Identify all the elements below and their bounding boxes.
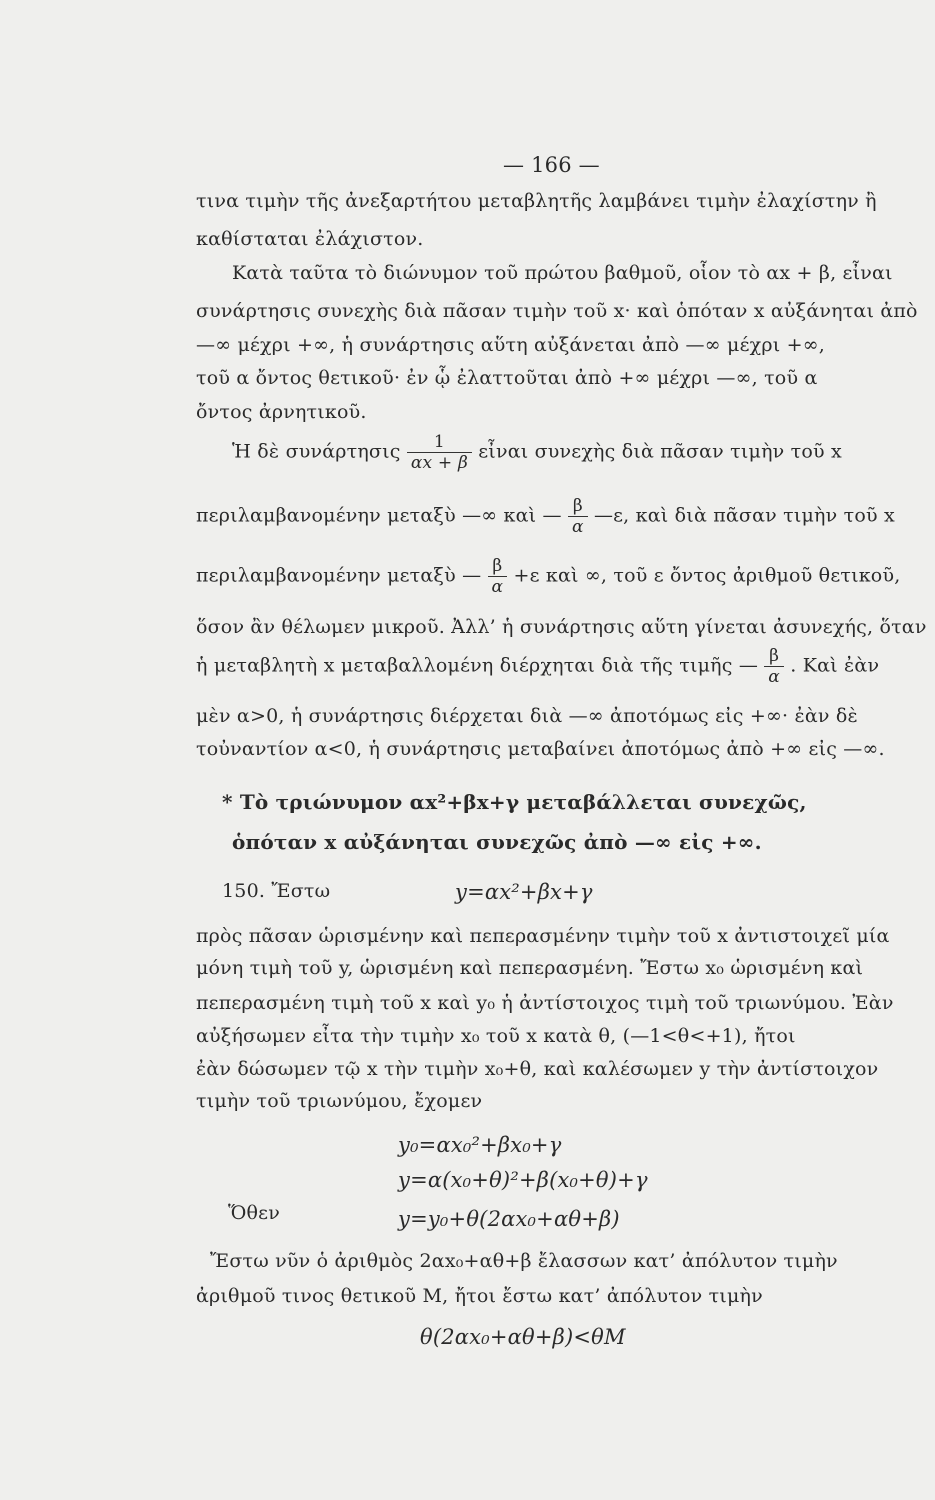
equation: y=αx²+βx+γ [455, 880, 593, 904]
pass-suffix: . Καὶ ἐὰν [790, 654, 880, 677]
range-suffix: +ε καὶ ∞, τοῦ ε ὄντος ἀριθμοῦ θετικοῦ, [513, 564, 901, 587]
equation: y=y₀+θ(2αx₀+αθ+β) [398, 1207, 620, 1231]
text-line: πρὸς πᾶσαν ὡρισμένην καὶ πεπερασμένην τιμὴν τοῦ x ἀντιστοιχεῖ μία [196, 925, 890, 947]
range-line [196, 496, 895, 537]
text-line: Ἔστω νῦν ὁ ἀριθμὸς 2αx₀+αθ+β ἔλασσων κατ’ ἀπόλυτον τιμὴν [210, 1250, 838, 1272]
section-heading: ὁπόταν x αὐξάνηται συνεχῶς ἀπὸ —∞ εἰς +∞. [232, 830, 762, 854]
text-line: Κατὰ ταῦτα τὸ διώνυμον τοῦ πρώτου βαθμοῦ, οἷον τὸ αx + β, εἶναι [232, 262, 893, 284]
fraction-numerator: β [572, 496, 583, 516]
fraction-denominator: α [488, 576, 508, 597]
fraction-prefix: Ἡ δὲ συνάρτησις [232, 440, 401, 463]
fraction-numerator: β [492, 556, 503, 576]
page-number: — 166 — [503, 153, 600, 177]
range-line [196, 556, 900, 597]
text-line: αὐξήσωμεν εἶτα τὴν τιμὴν x₀ τοῦ x κατὰ θ, (—1<θ<+1), ἤτοι [196, 1025, 796, 1047]
text-line: τοῦ α ὄντος θετικοῦ· ἐν ᾧ ἐλαττοῦται ἀπὸ +∞ μέχρι —∞, τοῦ α [196, 367, 818, 389]
fraction-numerator: 1 [433, 432, 445, 452]
fraction [764, 646, 784, 687]
fraction-denominator: α [568, 516, 588, 537]
text-line: μόνη τιμὴ τοῦ y, ὡρισμένη καὶ πεπερασμένη. Ἔστω x₀ ὡρισμένη καὶ [196, 957, 864, 979]
text-line: καθίσταται ἐλάχιστον. [196, 228, 424, 250]
text-line: ἀριθμοῦ τινος θετικοῦ Μ, ἤτοι ἔστω κατ’ ἀπόλυτον τιμὴν [196, 1285, 763, 1307]
text-line: ὅσον ἂν θέλωμεν μικροῦ. Ἀλλ’ ἡ συνάρτησις αὕτη γίνεται ἀσυνεχής, ὅταν [196, 616, 927, 638]
text-line: τοὐναντίον α<0, ἡ συνάρτησις μεταβαίνει ἀποτόμως ἀπὸ +∞ εἰς —∞. [196, 738, 885, 760]
equation: y₀=αx₀²+βx₀+γ [398, 1133, 562, 1157]
equation: θ(2αx₀+αθ+β)<θΜ [420, 1325, 626, 1349]
range-prefix: περιλαμβανομένην μεταξὺ —∞ καὶ — [196, 504, 562, 527]
fraction [407, 432, 472, 473]
text-line: ὄντος ἀρνητικοῦ. [196, 401, 367, 423]
pass-prefix: ἡ μεταβλητὴ x μεταβαλλομένη διέρχηται διὰ τῆς τιμῆς — [196, 654, 759, 677]
text-line: τινα τιμὴν τῆς ἀνεξαρτήτου μεταβλητῆς λαμβάνει τιμὴν ἐλαχίστην ἢ [196, 190, 877, 212]
text-line: —∞ μέχρι +∞, ἡ συνάρτησις αὕτη αὐξάνεται ἀπὸ —∞ μέχρι +∞, [196, 334, 825, 356]
range-suffix: —ε, καὶ διὰ πᾶσαν τιμὴν τοῦ x [593, 504, 895, 527]
text-line: τιμὴν τοῦ τριωνύμου, ἔχομεν [196, 1090, 483, 1112]
text-line: μὲν α>0, ἡ συνάρτησις διέρχεται διὰ —∞ ἀποτόμως εἰς +∞· ἐὰν δὲ [196, 705, 858, 727]
equation: y=α(x₀+θ)²+β(x₀+θ)+γ [398, 1168, 648, 1192]
text-line: πεπερασμένη τιμὴ τοῦ x καὶ y₀ ἡ ἀντίστοιχος τιμὴ τοῦ τριωνύμου. Ἐὰν [196, 992, 894, 1014]
section-label: 150. Ἔστω [222, 880, 331, 902]
othen-label: Ὅθεν [228, 1202, 280, 1224]
section-heading: * Τὸ τριώνυμον αx²+βx+γ μεταβάλλεται συνεχῶς, [222, 790, 807, 814]
fraction [488, 556, 508, 597]
fraction-suffix: εἶναι συνεχὴς διὰ πᾶσαν τιμὴν τοῦ x [478, 440, 842, 463]
text-line: ἐὰν δώσωμεν τῷ x τὴν τιμὴν x₀+θ, καὶ καλέσωμεν y τὴν ἀντίστοιχον [196, 1058, 879, 1080]
range-prefix: περιλαμβανομένην μεταξὺ — [196, 564, 482, 587]
fraction-numerator: β [769, 646, 780, 666]
fraction [568, 496, 588, 537]
fraction-line [232, 432, 842, 473]
pass-line [196, 646, 879, 687]
fraction-denominator: αx + β [407, 452, 472, 473]
text-line: συνάρτησις συνεχὴς διὰ πᾶσαν τιμὴν τοῦ x· καὶ ὁπόταν x αὐξάνηται ἀπὸ [196, 300, 918, 322]
fraction-denominator: α [764, 666, 784, 687]
